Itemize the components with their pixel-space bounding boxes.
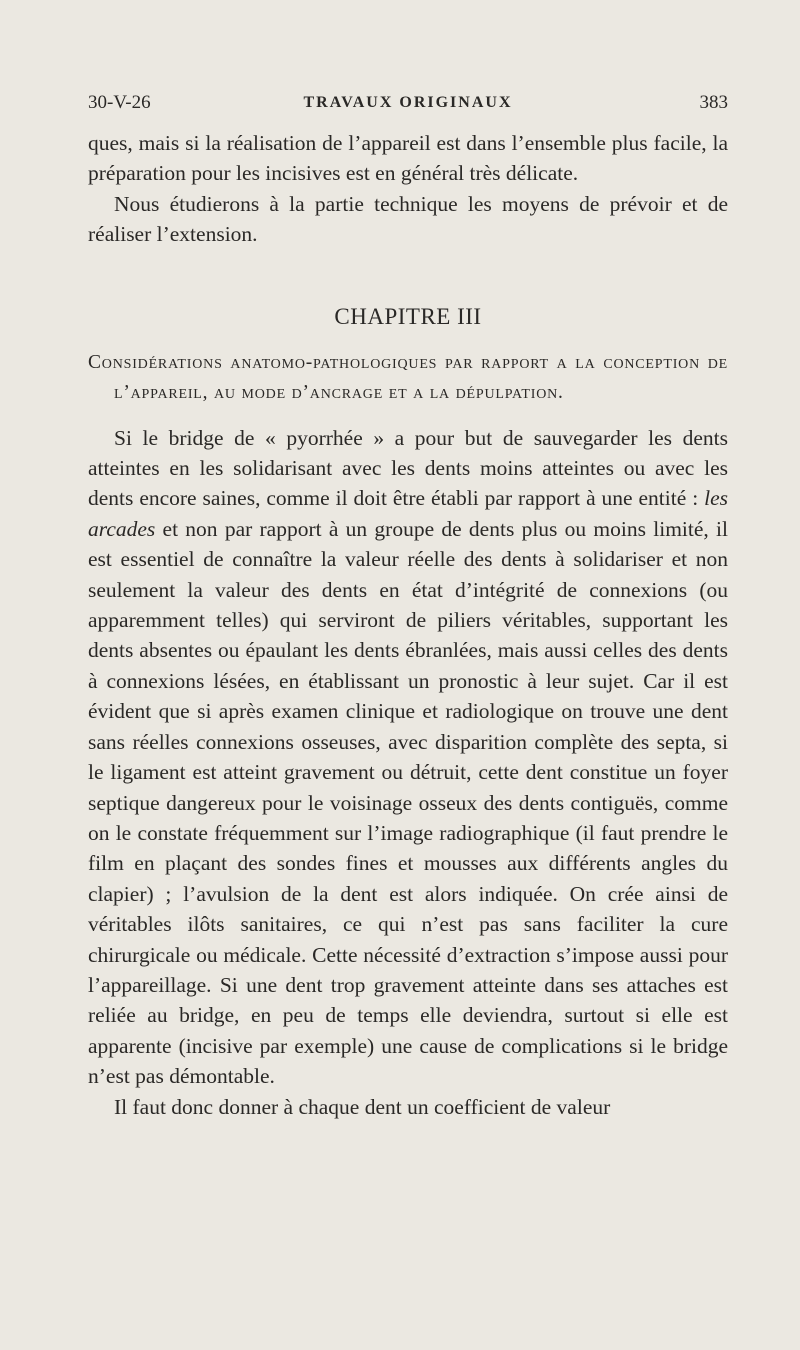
running-header (88, 92, 728, 118)
emphasis-arcades: les arcades (88, 486, 728, 541)
page-number: 383 (699, 92, 728, 113)
chapter-subtitle: Considérations anatomo-pathologiques par rapport a la conception de l’appareil, au mode d’ancrage et a la dépulpation. (88, 351, 728, 404)
body-text (88, 128, 728, 1122)
paragraph-coefficient: Il faut donc donner à chaque dent un coefficient de valeur (114, 1094, 611, 1119)
paragraph-extension: Nous étudierons à la partie technique les moyens de prévoir et de réaliser l’extension. (88, 191, 728, 247)
header-date: 30-V-26 (88, 92, 151, 113)
paragraph-bridge-part1: Si le bridge de « pyorrhée » a pour but de sauvegarder les dents atteintes en les solidarisant avec les dents moins atteintes ou avec les dents encore saines, comme il doit être établi par rapport à une entité : (88, 425, 728, 511)
paragraph-bridge-part2: et non par rapport à un groupe de dents plus ou moins limité, il est essentiel de connaître la valeur réelle des dents à solidariser et non seulement la valeur des dents en état d’intégrité de connexions (ou apparemment telles) qui serviront de piliers véritables, supportant les dents absentes ou épaulant les dents ébranlées, mais aussi celles des dents à connexions lésées, en établissant un pronostic à leur sujet. Car il est évident que si après examen clinique et radiologique on trouve une dent sans réelles connexions osseuses, avec disparition complète des septa, si le ligament est atteint gravement ou détruit, cette dent constitue un foyer septique dangereux pour le voisinage osseux des dents contiguës, comme on le constate fréquemment sur l’image radiographique (il faut prendre le film en plaçant des sondes fines et mousses aux différents angles du clapier) ; l’avulsion de la dent est alors indiquée. On crée ainsi de véritables ilôts sanitaires, ce qui n’est pas sans faciliter la cure chirurgicale ou médicale. Cette nécessité d’extraction s’impose aussi pour l’appareillage. Si une dent trop gravement atteinte dans ses attaches est reliée au bridge, en peu de temps elle deviendra, surtout si elle est apparente (incisive par exemple) une cause de complications si le bridge n’est pas démontable. (88, 516, 728, 1089)
header-running-title: TRAVAUX ORIGINAUX (303, 94, 513, 111)
paragraph-bridge (88, 423, 728, 1092)
paragraph-continuation: ques, mais si la réalisation de l’appareil est dans l’ensemble plus facile, la préparation pour les incisives est en général très délicate. (88, 131, 728, 186)
chapter-title: CHAPITRE III (334, 303, 482, 329)
